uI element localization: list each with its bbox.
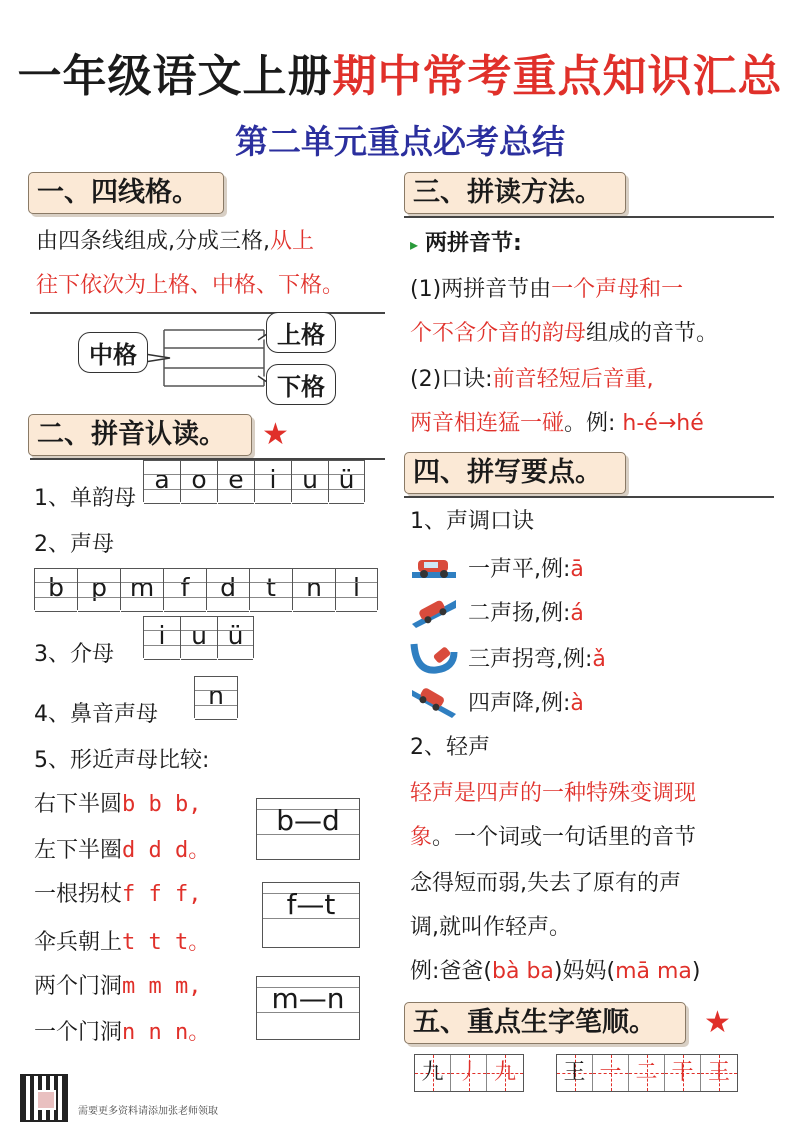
- bubble-middle-grid: 中格: [78, 332, 148, 373]
- star-icon: ★: [704, 1005, 731, 1040]
- section-heading-spelling-method: 三、拼读方法。: [404, 172, 626, 214]
- sec1-line2: 往下依次为上格、中格、下格。: [36, 273, 345, 298]
- stroke-cell: 九: [415, 1055, 451, 1091]
- pinyin-cell: u: [180, 616, 217, 658]
- pinyin-cell: ü: [328, 460, 365, 502]
- pinyin-cell: m: [120, 568, 163, 610]
- tone-rhyme-title: 1、声调口诀: [410, 509, 534, 534]
- section-heading-four-line-grid: 一、四线格。: [28, 172, 224, 214]
- stroke-order-wang: [556, 1054, 738, 1092]
- neutral-tone-line2: 象。一个词或一句话里的音节: [410, 825, 697, 850]
- stroke-cell: 干: [665, 1055, 701, 1091]
- car-rising-icon: [410, 594, 458, 628]
- grid-medials: [143, 616, 254, 658]
- neutral-tone-line4: 调,就叫作轻声。: [410, 915, 571, 940]
- car-flat-icon: [410, 550, 458, 584]
- page-subtitle: 第二单元重点必考总结: [235, 122, 565, 161]
- tone-4: 四声降,例:à: [468, 691, 584, 716]
- pinyin-cell: p: [77, 568, 120, 610]
- tone-2: 二声扬,例:á: [468, 601, 584, 626]
- car-falling-icon: [410, 684, 458, 718]
- pinyin-cell: a: [143, 460, 180, 502]
- section-heading-stroke-order: 五、重点生字笔顺。: [404, 1002, 686, 1044]
- stroke-cell: 王: [557, 1055, 593, 1091]
- tone-1: 一声平,例:ā: [468, 557, 584, 582]
- pinyin-cell: i: [143, 616, 180, 658]
- sec1-line1: 由四条线组成,分成三格,从上: [36, 229, 315, 254]
- pinyin-cell: e: [217, 460, 254, 502]
- sec3-p1-line2: 个不含介音的韵母组成的音节。: [410, 321, 719, 346]
- pinyin-cell: n: [194, 676, 238, 718]
- pinyin-cell: ü: [217, 616, 254, 658]
- pinyin-cell: i: [254, 460, 291, 502]
- pinyin-cell: u: [291, 460, 328, 502]
- compare-box-m-n: m—n: [256, 976, 360, 1040]
- item-initials: 2、声母: [34, 532, 114, 557]
- car-dip-icon: [410, 640, 458, 674]
- bubble-bottom-grid: 下格: [266, 364, 336, 405]
- compare-row: 左下半圈d d d。: [34, 838, 211, 863]
- pinyin-cell: o: [180, 460, 217, 502]
- sec3-p2-line2: 两音相连猛一碰。例: h-é→hé: [410, 411, 704, 436]
- sec3-p1-line1: (1)两拼音节由一个声母和一: [410, 277, 684, 302]
- compare-row: 一根拐杖f f f,: [34, 882, 202, 907]
- neutral-tone-example: 例:爸爸(bà ba)妈妈(mā ma): [410, 959, 701, 984]
- qr-code: [20, 1074, 68, 1122]
- grid-single-vowels: [143, 460, 365, 502]
- divider: [404, 496, 774, 498]
- compare-row: 两个门洞m m m,: [34, 974, 202, 999]
- stroke-cell: 一: [593, 1055, 629, 1091]
- footer-note: 需要更多资料请添加张老师领取: [78, 1106, 218, 1117]
- item-medials: 3、介母: [34, 642, 114, 667]
- bubble-top-grid: 上格: [266, 312, 336, 353]
- stroke-cell: 二: [629, 1055, 665, 1091]
- pinyin-cell: l: [335, 568, 378, 610]
- item-similar-initials: 5、形近声母比较:: [34, 748, 210, 773]
- item-single-vowels: 1、单韵母: [34, 486, 136, 511]
- neutral-tone-line1: 轻声是四声的一种特殊变调现: [410, 781, 697, 806]
- page-title: 一年级语文上册期中常考重点知识汇总: [17, 51, 783, 102]
- sec3-subheading: ▸ 两拼音节:: [410, 231, 522, 256]
- pinyin-cell: b: [34, 568, 77, 610]
- pinyin-cell: t: [249, 568, 292, 610]
- compare-row: 一个门洞n n n。: [34, 1020, 211, 1045]
- stroke-order-jiu: [414, 1054, 524, 1092]
- stroke-cell: 九: [487, 1055, 523, 1091]
- neutral-tone-title: 2、轻声: [410, 735, 490, 760]
- star-icon: ★: [262, 417, 289, 452]
- divider: [30, 312, 385, 314]
- neutral-tone-line3: 念得短而弱,失去了原有的声: [410, 871, 681, 896]
- pinyin-cell: n: [292, 568, 335, 610]
- compare-box-b-d: b—d: [256, 798, 360, 860]
- compare-row: 右下半圆b b b,: [34, 792, 202, 817]
- tone-3: 三声拐弯,例:ǎ: [468, 647, 606, 672]
- sec3-p2-line1: (2)口诀:前音轻短后音重,: [410, 367, 654, 392]
- compare-row: 伞兵朝上t t t。: [34, 930, 211, 955]
- pinyin-cell: d: [206, 568, 249, 610]
- grid-initials: [34, 568, 378, 610]
- compare-box-f-t: f—t: [262, 882, 360, 948]
- stroke-cell: 丿: [451, 1055, 487, 1091]
- section-heading-pinyin-reading: 二、拼音认读。: [28, 414, 252, 456]
- stroke-cell: 王: [701, 1055, 737, 1091]
- divider: [404, 216, 774, 218]
- grid-nasal-initials: [194, 676, 238, 718]
- pinyin-cell: f: [163, 568, 206, 610]
- section-heading-spelling-points: 四、拼写要点。: [404, 452, 626, 494]
- item-nasal-initials: 4、鼻音声母: [34, 702, 158, 727]
